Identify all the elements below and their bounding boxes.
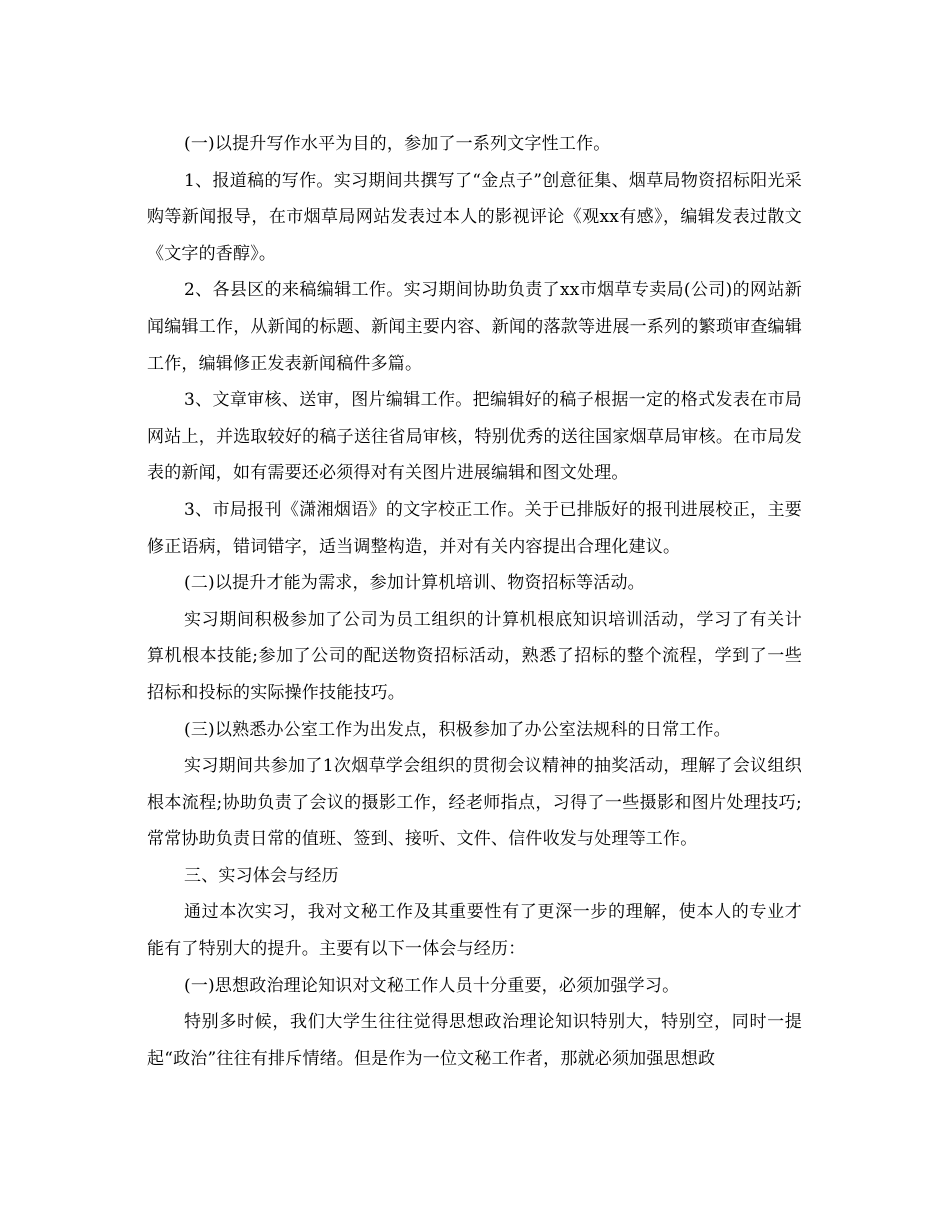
paragraph-section-3-heading: (三)以熟悉办公室工作为出发点，积极参加了办公室法规科的日常工作。 <box>184 719 731 740</box>
paragraph-computer-training: 实习期间积极参加了公司为员工组织的计算机根底知识培训活动，学习了有关计算机根本技能;参加了公司的配送物资招标活动，熟悉了招标的整个流程，学到了一些招标和投标的实际操作技能技巧。 <box>147 609 802 703</box>
paragraph-part-3-heading: 三、实习体会与经历 <box>184 865 339 886</box>
paragraph-section-2-heading: (二)以提升才能为需求，参加计算机培训、物资招标等活动。 <box>184 573 645 594</box>
document-body <box>147 126 802 1077</box>
paragraph-internship-summary: 通过本次实习，我对文秘工作及其重要性有了更深一步的理解，使本人的专业才能有了特别大的提升。主要有以下一体会与经历： <box>147 902 802 960</box>
paragraph-article-review: 3、文章审核、送审，图片编辑工作。把编辑好的稿子根据一定的格式发表在市局网站上，并选取较好的稿子送往省局审核，特别优秀的送往国家烟草局审核。在市局发表的新闻，如有需要还必须得对有关图片进展编辑和图文处理。 <box>147 390 802 484</box>
paragraph-political-theory: 特别多时候，我们大学生往往觉得思想政治理论知识特别大，特别空，同时一提起“政治”往往有排斥情绪。但是作为一位文秘工作者，那就必须加强思想政 <box>147 1012 802 1069</box>
paragraph-section-1-heading: (一)以提升写作水平为目的，参加了一系列文字性工作。 <box>184 134 611 154</box>
paragraph-experience-1-heading: (一)思想政治理论知识对文秘工作人员十分重要，必须加强学习。 <box>184 975 680 996</box>
paragraph-office-work: 实习期间共参加了1次烟草学会组织的贯彻会议精神的抽奖活动，理解了会议组织根本流程;协助负责了会议的摄影工作，经老师指点，习得了一些摄影和图片处理技巧;常常协助负责日常的值班、签到、接听、文件、信件收发与处理等工作。 <box>147 756 802 850</box>
paragraph-county-editing: 2、各县区的来稿编辑工作。实习期间协助负责了xx市烟草专卖局(公司)的网站新闻编辑工作，从新闻的标题、新闻主要内容、新闻的落款等进展一系列的繁琐审查编辑工作，编辑修正发表新闻稿件多篇。 <box>147 280 802 374</box>
paragraph-proofreading: 3、市局报刊《潇湘烟语》的文字校正工作。关于已排版好的报刊进展校正，主要修正语病，错词错字，适当调整构造，并对有关内容提出合理化建议。 <box>147 499 802 557</box>
paragraph-report-writing: 1、报道稿的写作。实习期间共撰写了“金点子”创意征集、烟草局物资招标阳光采购等新闻报导，在市烟草局网站发表过本人的影视评论《观xx有感》，编辑发表过散文《文字的香醇》。 <box>147 170 802 264</box>
